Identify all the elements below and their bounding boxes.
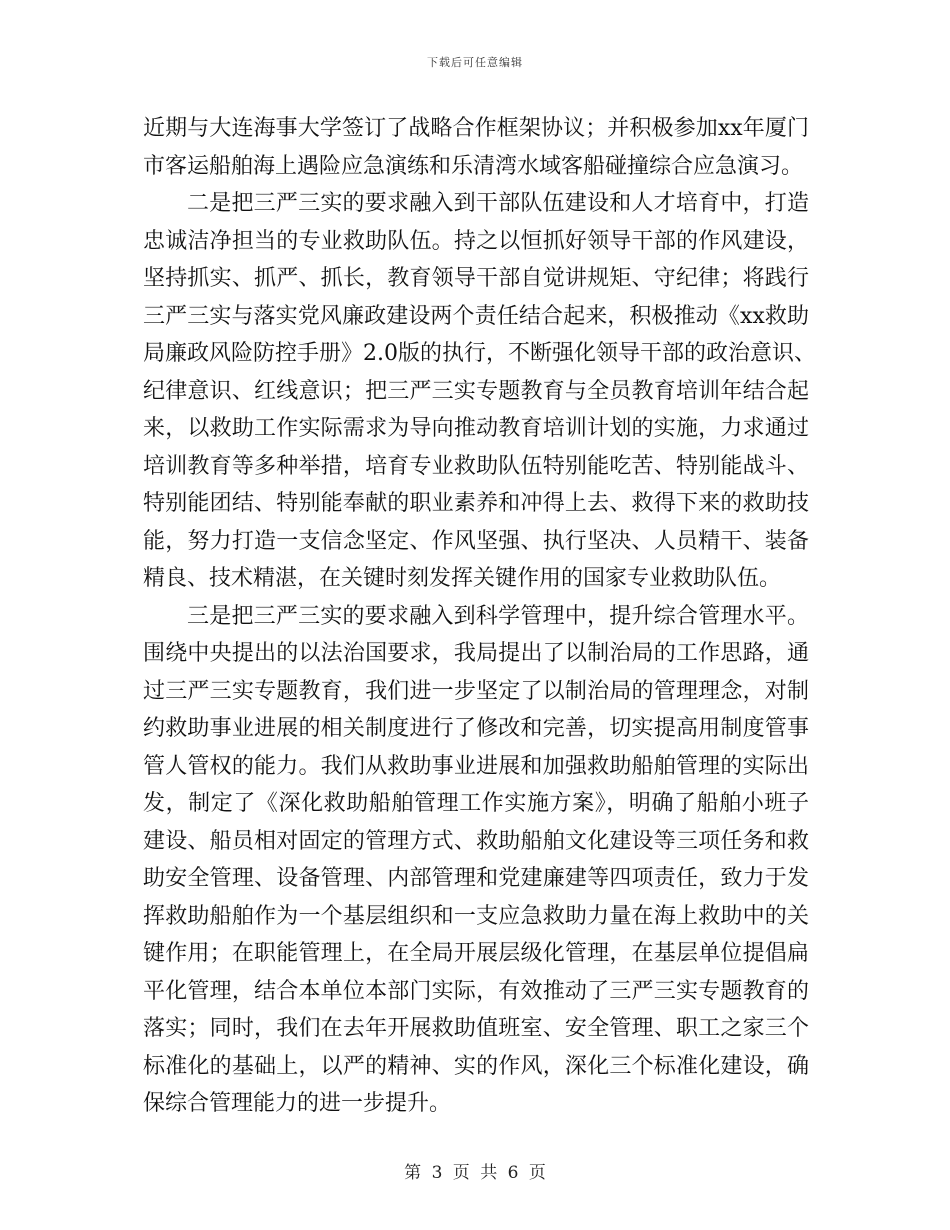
text-line: 近期与大连海事大学签订了战略合作框架协议；并积极参加xx年厦门 <box>143 116 809 141</box>
text-line: 三是把三严三实的要求融入到科学管理中，提升综合管理水平。 <box>187 603 809 629</box>
text-line: 过三严三实专题教育，我们进一步坚定了以制治局的管理理念，对制 <box>143 678 809 704</box>
text-line: 挥救助船舶作为一个基层组织和一支应急救助力量在海上救助中的关 <box>143 903 809 929</box>
text-line: 精良、技术精湛，在关键时刻发挥关键作用的国家专业救助队伍。 <box>143 566 782 591</box>
text-line: 能，努力打造一支信念坚定、作风坚强、执行坚决、人员精干、装备 <box>143 528 809 554</box>
text-line: 培训教育等多种举措，培育专业救助队伍特别能吃苦、特别能战斗、 <box>143 453 809 479</box>
document-body <box>143 110 816 1123</box>
text-line: 保综合管理能力的进一步提升。 <box>143 1091 452 1116</box>
text-line: 键作用；在职能管理上，在全局开展层级化管理，在基层单位提倡扁 <box>143 941 809 966</box>
text-line: 二是把三严三实的要求融入到干部队伍建设和人才培育中，打造 <box>187 191 809 216</box>
text-line: 发，制定了《深化救助船舶管理工作实施方案》，明确了船舶小班子 <box>143 791 809 816</box>
text-line: 纪律意识、红线意识；把三严三实专题教育与全员教育培训年结合起 <box>143 378 809 404</box>
text-line: 建设、船员相对固定的管理方式、救助船舶文化建设等三项任务和救 <box>143 828 809 854</box>
text-line: 忠诚洁净担当的专业救助队伍。持之以恒抓好领导干部的作风建设， <box>143 228 809 254</box>
text-line: 围绕中央提出的以法治国要求，我局提出了以制治局的工作思路，通 <box>143 641 809 666</box>
text-line: 三严三实与落实党风廉政建设两个责任结合起来，积极推动《xx救助 <box>143 303 809 329</box>
text-line: 平化管理，结合本单位本部门实际，有效推动了三严三实专题教育的 <box>143 978 809 1004</box>
text-line: 局廉政风险防控手册》2.0版的执行，不断强化领导干部的政治意识、 <box>143 341 816 366</box>
text-line: 管人管权的能力。我们从救助事业进展和加强救助船舶管理的实际出 <box>143 753 809 779</box>
page-footer: 第 3 页 共 6 页 <box>404 1163 546 1183</box>
text-line: 坚持抓实、抓严、抓长，教育领导干部自觉讲规矩、守纪律；将践行 <box>143 266 809 291</box>
text-line: 约救助事业进展的相关制度进行了修改和完善，切实提高用制度管事 <box>143 716 809 741</box>
text-line: 标准化的基础上，以严的精神、实的作风，深化三个标准化建设，确 <box>143 1053 809 1079</box>
page-header: 下载后可任意编辑 <box>427 56 523 69</box>
text-line: 特别能团结、特别能奉献的职业素养和冲得上去、救得下来的救助技 <box>143 491 809 516</box>
text-line: 市客运船舶海上遇险应急演练和乐清湾水域客船碰撞综合应急演习。 <box>143 153 804 179</box>
text-line: 来，以救助工作实际需求为导向推动教育培训计划的实施，力求通过 <box>143 416 809 441</box>
text-line: 落实；同时，我们在去年开展救助值班室、安全管理、职工之家三个 <box>143 1016 809 1041</box>
text-line: 助安全管理、设备管理、内部管理和党建廉建等四项责任，致力于发 <box>143 866 809 891</box>
